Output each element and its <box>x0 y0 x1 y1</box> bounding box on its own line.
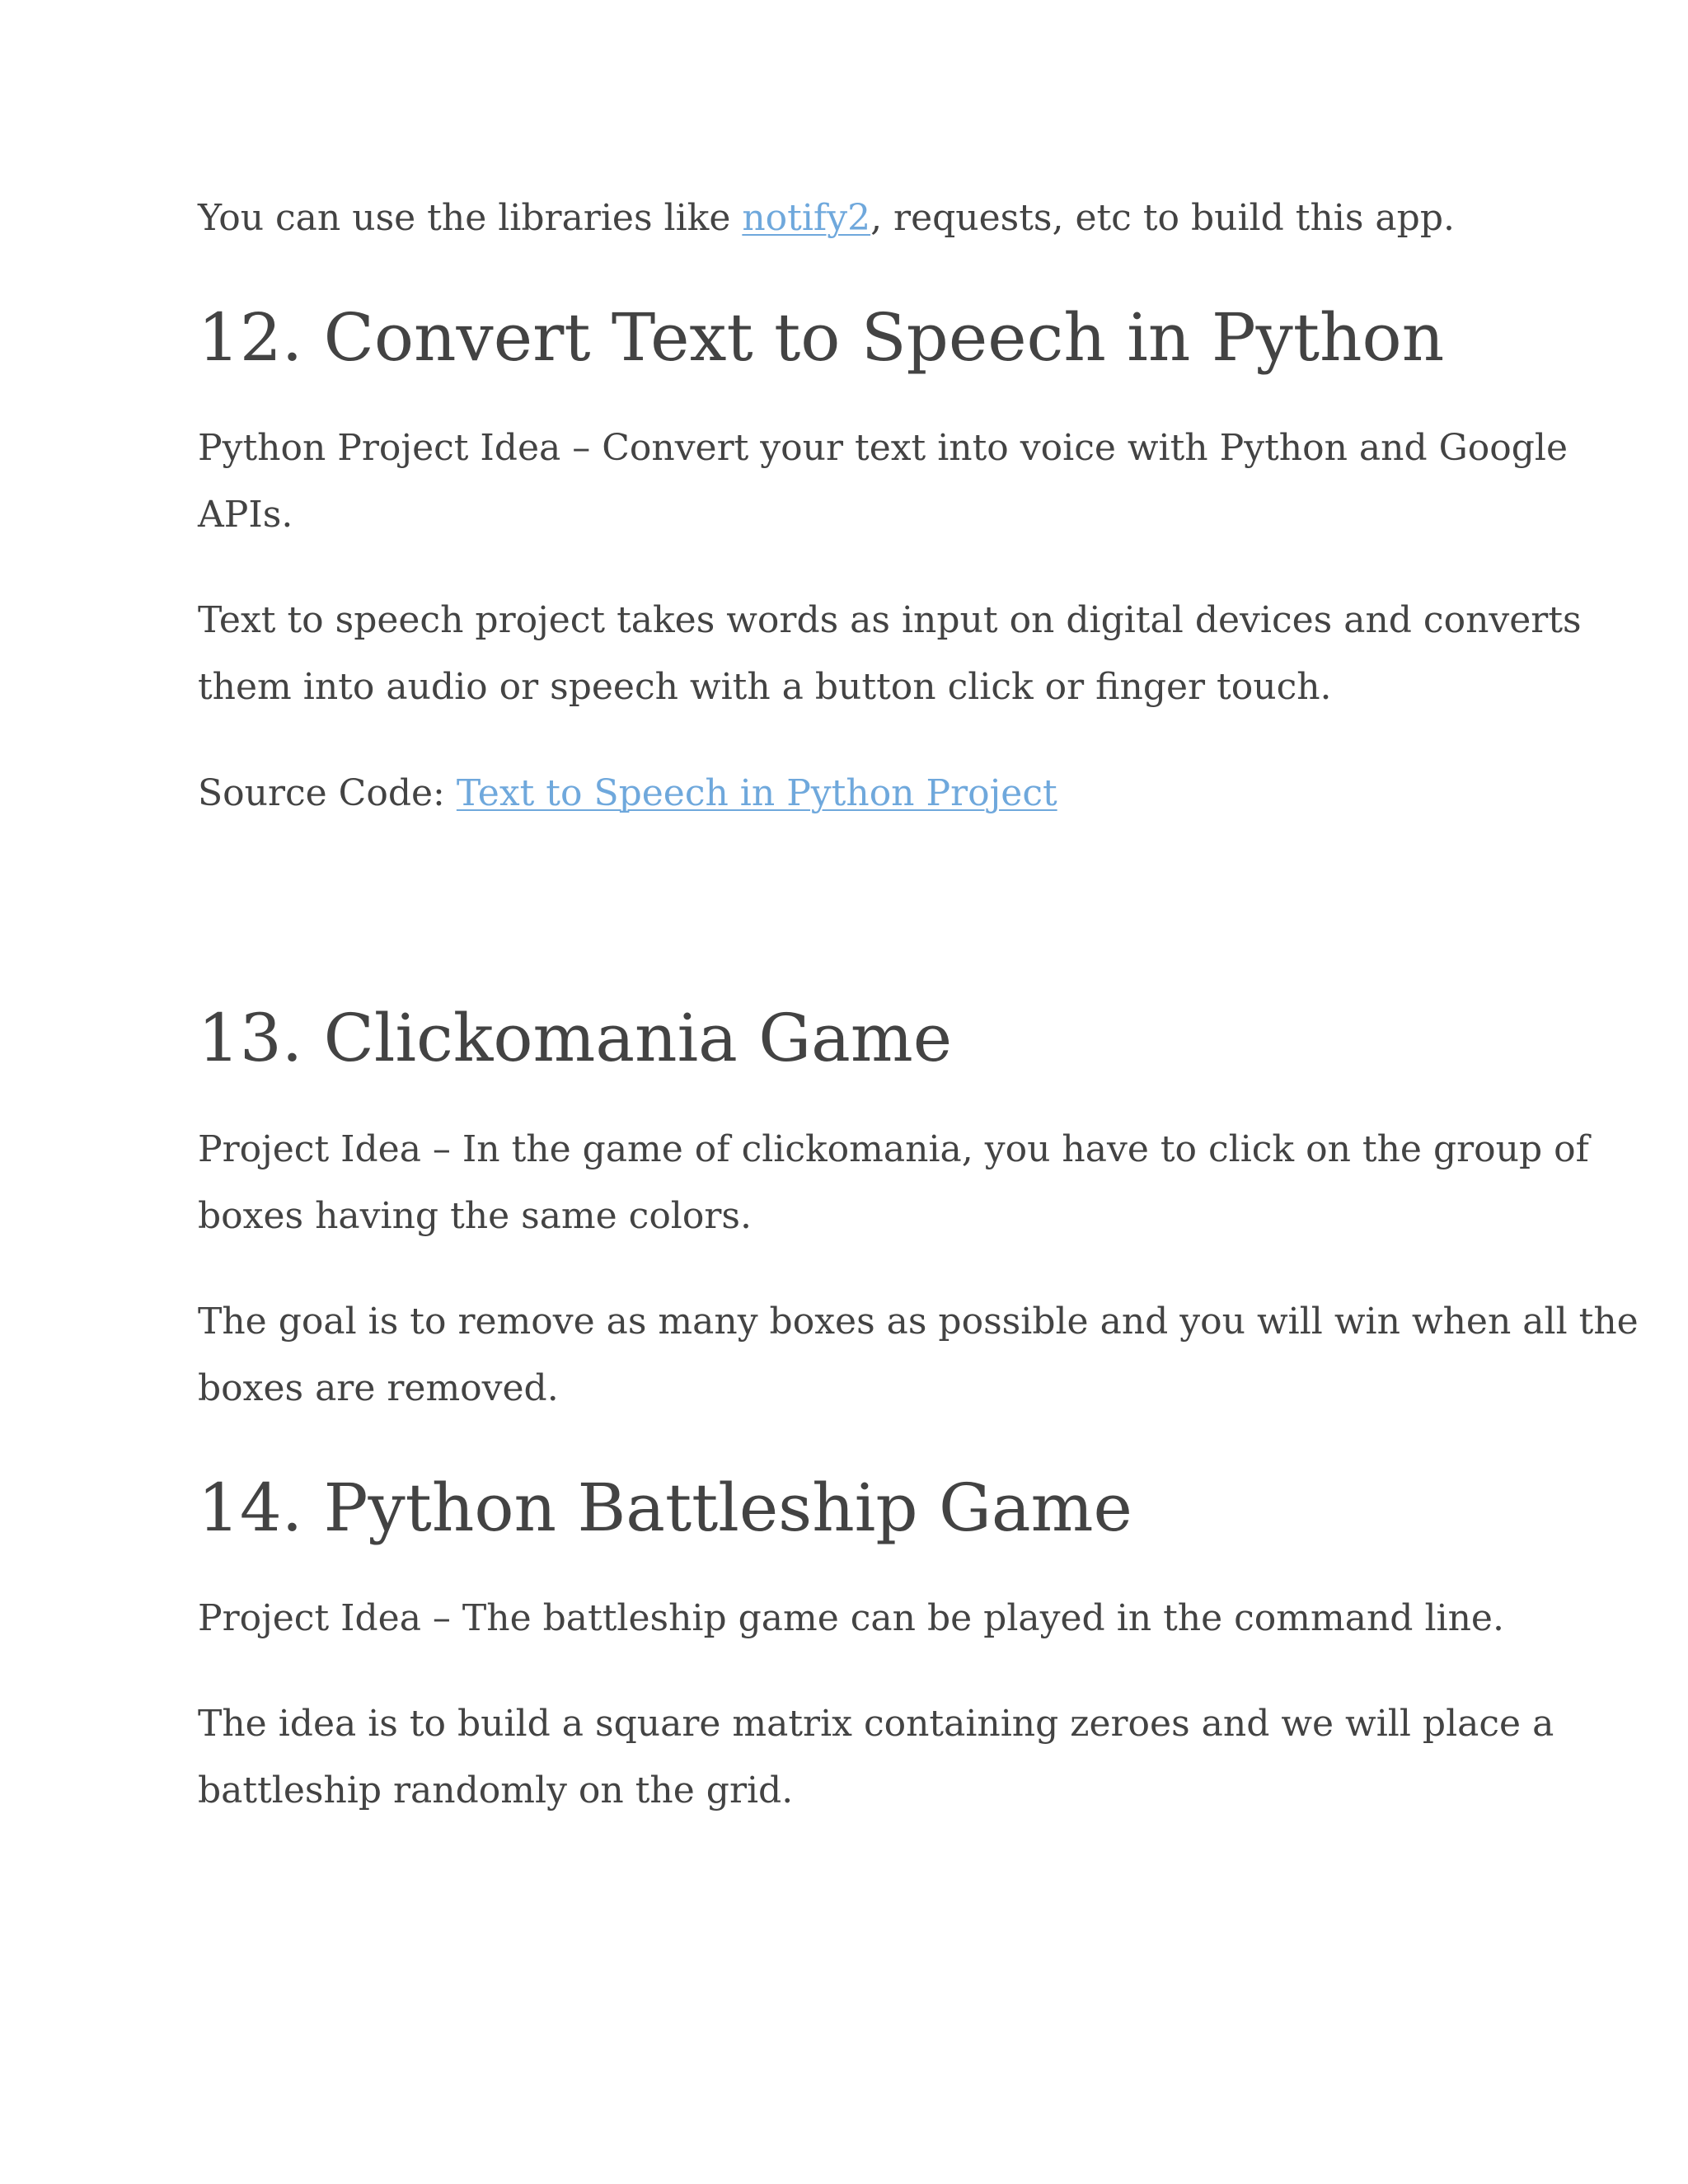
section-13-idea-line-2: boxes having the same colors. <box>198 1195 752 1237</box>
section-14-heading: 14. Python Battleship Game <box>198 1469 1132 1546</box>
section-12-desc-line-1: Text to speech project takes words as input on digital devices and converts <box>198 599 1582 641</box>
text-to-speech-project-link[interactable]: Text to Speech in Python Project <box>456 772 1057 814</box>
section-12-heading: 12. Convert Text to Speech in Python <box>198 299 1445 376</box>
section-12-idea-line-2: APIs. <box>198 494 293 536</box>
section-14-desc-line-1: The idea is to build a square matrix containing zeroes and we will place a <box>198 1703 1554 1745</box>
section-14-desc-line-2: battleship randomly on the grid. <box>198 1769 794 1811</box>
section-12-idea-line-1: Python Project Idea – Convert your text into voice with Python and Google <box>198 427 1568 469</box>
notify2-link[interactable]: notify2 <box>742 197 871 239</box>
section-12-desc-line-2: them into audio or speech with a button click or finger touch. <box>198 666 1332 708</box>
section-12-source-code <box>198 760 1057 827</box>
section-13-desc-line-2: boxes are removed. <box>198 1367 559 1409</box>
intro-text-after: , requests, etc to build this app. <box>870 197 1455 239</box>
section-13-heading: 13. Clickomania Game <box>198 1000 953 1076</box>
section-14-idea-line-1: Project Idea – The battleship game can be played in the command line. <box>198 1597 1504 1639</box>
section-13-desc-line-1: The goal is to remove as many boxes as possible and you will win when all the <box>198 1301 1639 1343</box>
source-code-label: Source Code: <box>198 772 457 814</box>
intro-paragraph <box>198 185 1455 252</box>
section-13-idea-line-1: Project Idea – In the game of clickomania, you have to click on the group of <box>198 1128 1589 1170</box>
intro-text-before: You can use the libraries like <box>198 197 743 239</box>
